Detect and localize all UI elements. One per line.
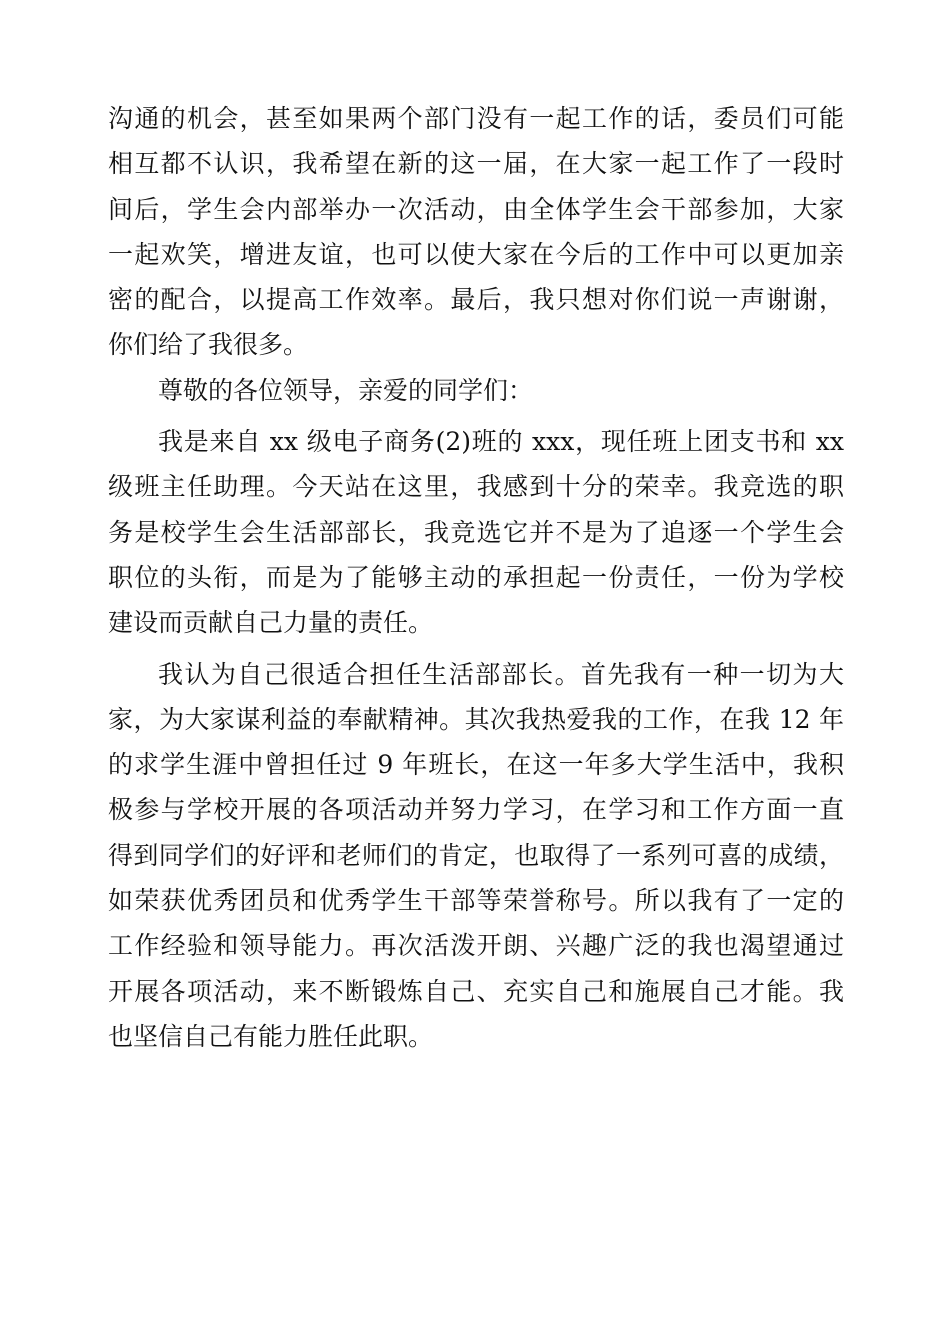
paragraph <box>108 368 844 413</box>
text-line: 的求学生涯中曾担任过 9 年班长，在这一年多大学生活中，我积 <box>108 750 844 780</box>
paragraph <box>108 419 844 645</box>
text-line: 间后，学生会内部举办一次活动，由全体学生会干部参加，大家 <box>108 194 844 224</box>
text-line: 一起欢笑，增进友谊，也可以使大家在今后的工作中可以更加亲 <box>108 239 844 269</box>
text-line: 级班主任助理。今天站在这里，我感到十分的荣幸。我竞选的职 <box>108 472 844 502</box>
text-line: 我认为自己很适合担任生活部部长。首先我有一种一切为大 <box>158 659 844 689</box>
text-line: 务是校学生会生活部部长，我竞选它并不是为了追逐一个学生会 <box>108 517 844 547</box>
text-line: 如荣获优秀团员和优秀学生干部等荣誉称号。所以我有了一定的 <box>108 886 844 916</box>
text-line: 你们给了我很多。 <box>108 330 309 360</box>
text-line: 建设而贡献自己力量的责任。 <box>108 608 434 638</box>
paragraph <box>108 96 844 368</box>
text-line: 极参与学校开展的各项活动并努力学习，在学习和工作方面一直 <box>108 795 844 825</box>
paragraph <box>108 652 844 1060</box>
document-body <box>108 96 844 1059</box>
text-line: 工作经验和领导能力。再次活泼开朗、兴趣广泛的我也渴望通过 <box>108 931 844 961</box>
text-line: 我是来自 xx 级电子商务(2)班的 xxx，现任班上团支书和 xx <box>158 427 844 457</box>
text-line: 开展各项活动，来不断锻炼自己、充实自己和施展自己才能。我 <box>108 976 844 1006</box>
text-line: 得到同学们的好评和老师们的肯定，也取得了一系列可喜的成绩， <box>108 840 844 870</box>
text-line: 沟通的机会，甚至如果两个部门没有一起工作的话，委员们可能 <box>108 104 844 133</box>
text-line: 也坚信自己有能力胜任此职。 <box>108 1021 434 1051</box>
text-line: 职位的头衔，而是为了能够主动的承担起一份责任，一份为学校 <box>108 562 844 592</box>
text-line: 家，为大家谋利益的奉献精神。其次我热爱我的工作，在我 12 年 <box>108 704 844 734</box>
text-line: 尊敬的各位领导，亲爱的同学们： <box>158 375 534 405</box>
text-line: 相互都不认识，我希望在新的这一届，在大家一起工作了一段时 <box>108 149 844 179</box>
text-line: 密的配合，以提高工作效率。最后，我只想对你们说一声谢谢， <box>108 285 844 315</box>
